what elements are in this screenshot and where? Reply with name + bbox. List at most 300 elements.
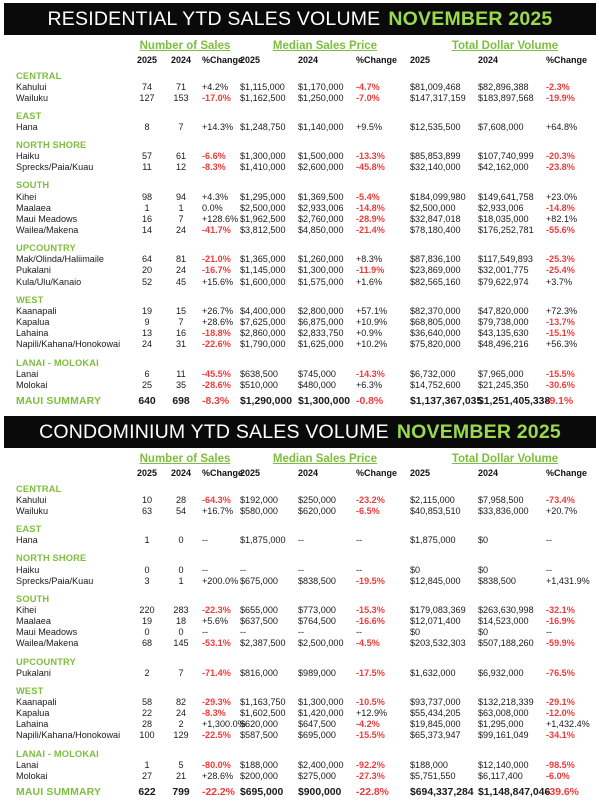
cell-sales-2025: 58 <box>141 696 153 707</box>
group-header-row <box>0 35 600 52</box>
row-label: Pukalani <box>16 265 51 276</box>
cell-volume-2025: $12,535,500 <box>410 121 461 132</box>
cell-sales-2024: 21 <box>175 770 187 781</box>
cell-sales-pct: -17.0% <box>202 92 231 103</box>
table-row <box>0 696 600 707</box>
cell-median-2024: $4,850,000 <box>298 225 344 236</box>
table-row <box>0 276 600 287</box>
cell-volume-2024: $0 <box>478 564 489 575</box>
group-header-median-sales-price: Median Sales Price <box>272 40 378 52</box>
cell-median-2025: $1,602,500 <box>240 708 286 719</box>
cell-volume-2024: $7,965,000 <box>478 368 524 379</box>
summary-volume-2024: $1,251,405,338 <box>478 396 551 408</box>
cell-sales-2025: 98 <box>141 191 153 202</box>
summary-sales-pct: -8.3% <box>202 396 230 408</box>
cell-sales-2024: 54 <box>175 506 187 517</box>
cell-sales-2025: 9 <box>144 317 150 328</box>
cell-sales-2025: 0 <box>144 627 150 638</box>
table-row <box>0 730 600 741</box>
cell-volume-pct: -73.4% <box>546 494 575 505</box>
cell-median-pct: -45.8% <box>356 162 385 173</box>
section-name: CENTRAL <box>16 70 62 81</box>
table-row <box>0 202 600 213</box>
cell-sales-2025: 22 <box>141 708 153 719</box>
table-row <box>0 707 600 718</box>
row-label: Maalaea <box>16 616 51 627</box>
cell-median-pct: -27.3% <box>356 770 385 781</box>
report-period: NOVEMBER 2025 <box>396 420 561 443</box>
table-row <box>0 121 600 132</box>
cell-sales-2025: 57 <box>141 151 153 162</box>
cell-median-pct: -4.5% <box>356 638 380 649</box>
cell-sales-2024: 28 <box>175 494 187 505</box>
cell-volume-2024: $0 <box>478 627 489 638</box>
cell-volume-2025: $68,805,000 <box>410 317 461 328</box>
section-header-row <box>0 521 600 535</box>
cell-sales-2024: 12 <box>175 162 187 173</box>
cell-median-2024: $1,500,000 <box>298 151 344 162</box>
column-header-median-2025: 2025 <box>240 467 261 478</box>
cell-median-2025: $510,000 <box>240 379 278 390</box>
cell-sales-pct: 0.0% <box>202 202 223 213</box>
cell-median-2024: -- <box>298 627 305 638</box>
cell-median-2025: -- <box>240 627 247 638</box>
cell-sales-2025: 64 <box>141 254 153 265</box>
section-header-row <box>0 745 600 759</box>
cell-median-2024: $1,420,000 <box>298 708 344 719</box>
report-block-1 <box>0 3 600 410</box>
column-header-volume-2025: 2025 <box>410 54 431 65</box>
cell-median-2025: $1,790,000 <box>240 339 286 350</box>
column-header-sales-pct: %Change <box>202 467 244 478</box>
cell-median-2024: $838,500 <box>298 575 336 586</box>
cell-median-pct: -15.5% <box>356 730 385 741</box>
cell-volume-2024: $149,641,758 <box>478 191 534 202</box>
cell-sales-pct: -53.1% <box>202 638 231 649</box>
cell-sales-pct: +26.7% <box>202 305 234 316</box>
table-row <box>0 328 600 339</box>
cell-median-2025: $188,000 <box>240 759 278 770</box>
cell-median-2024: $1,300,000 <box>298 265 344 276</box>
cell-median-2024: $6,875,000 <box>298 317 344 328</box>
cell-median-2024: $2,833,750 <box>298 328 344 339</box>
group-header-number-of-sales: Number of Sales <box>139 40 231 52</box>
cell-volume-pct: -76.5% <box>546 667 575 678</box>
cell-median-2024: $989,000 <box>298 667 336 678</box>
row-label: Hana <box>16 121 38 132</box>
cell-volume-2024: $82,896,388 <box>478 81 529 92</box>
column-header-volume-pct: %Change <box>546 54 588 65</box>
cell-sales-2025: 52 <box>141 276 153 287</box>
cell-volume-2025: $1,632,000 <box>410 667 456 678</box>
cell-volume-2024: $18,035,000 <box>478 213 529 224</box>
cell-sales-pct: -22.6% <box>202 339 231 350</box>
row-label: Kaanapali <box>16 696 57 707</box>
cell-median-pct: -10.5% <box>356 696 385 707</box>
summary-row <box>0 784 600 801</box>
cell-volume-2025: $2,500,000 <box>410 202 456 213</box>
cell-volume-2025: $12,845,000 <box>410 575 461 586</box>
row-label: Lahaina <box>16 719 49 730</box>
summary-median-2024: $900,000 <box>298 787 342 799</box>
table-row <box>0 638 600 649</box>
table-row <box>0 379 600 390</box>
cell-sales-pct: -29.3% <box>202 696 231 707</box>
cell-volume-pct: -15.5% <box>546 368 575 379</box>
summary-sales-2025: 622 <box>138 787 156 799</box>
column-header-median-pct: %Change <box>356 467 398 478</box>
cell-volume-pct: -23.8% <box>546 162 575 173</box>
summary-median-2025: $1,290,000 <box>240 396 293 408</box>
cell-sales-2025: 74 <box>141 81 153 92</box>
column-header-sales-2025: 2025 <box>136 467 158 478</box>
cell-sales-2024: 153 <box>173 92 189 103</box>
row-label: Maui Meadows <box>16 627 78 638</box>
table-row <box>0 616 600 627</box>
row-label: Kahului <box>16 81 47 92</box>
cell-volume-pct: -32.1% <box>546 604 575 615</box>
table-row <box>0 506 600 517</box>
cell-median-2025: -- <box>240 564 247 575</box>
row-label: Pukalani <box>16 667 51 678</box>
cell-volume-2025: $5,751,550 <box>410 770 456 781</box>
cell-volume-2025: $82,565,160 <box>410 276 461 287</box>
cell-volume-pct: -55.6% <box>546 225 575 236</box>
cell-median-2025: $638,500 <box>240 368 278 379</box>
cell-volume-pct: -- <box>546 535 553 546</box>
table-row <box>0 151 600 162</box>
cell-volume-2024: $14,523,000 <box>478 616 529 627</box>
table-row <box>0 564 600 575</box>
cell-volume-2025: $87,836,100 <box>410 254 461 265</box>
cell-volume-pct: +23.0% <box>546 191 578 202</box>
section-header-row <box>0 137 600 151</box>
cell-sales-2025: 3 <box>144 575 150 586</box>
column-header-median-2024: 2024 <box>298 467 319 478</box>
cell-median-pct: -6.5% <box>356 506 380 517</box>
cell-sales-2024: 0 <box>178 627 184 638</box>
cell-median-pct: -- <box>356 564 363 575</box>
cell-median-2024: $620,000 <box>298 506 336 517</box>
section-name: WEST <box>16 294 44 305</box>
cell-median-2025: $655,000 <box>240 604 278 615</box>
cell-sales-2025: 1 <box>144 535 150 546</box>
report-block-2 <box>0 416 600 801</box>
cell-volume-2025: $32,847,018 <box>410 213 461 224</box>
cell-median-2024: $2,760,000 <box>298 213 344 224</box>
cell-volume-2025: $0 <box>410 564 421 575</box>
column-header-volume-2024: 2024 <box>478 467 499 478</box>
cell-sales-pct: +4.2% <box>202 81 229 92</box>
cell-sales-2025: 220 <box>139 604 155 615</box>
report-page <box>0 3 600 799</box>
cell-sales-2024: 81 <box>175 254 187 265</box>
cell-median-2025: $2,500,000 <box>240 202 286 213</box>
cell-volume-2024: $117,549,893 <box>478 254 533 265</box>
cell-median-2025: $1,410,000 <box>240 162 286 173</box>
cell-sales-2025: 100 <box>139 730 155 741</box>
cell-median-2024: $480,000 <box>298 379 336 390</box>
column-header-sales-2025: 2025 <box>136 54 158 65</box>
cell-sales-2025: 68 <box>141 638 153 649</box>
cell-volume-2024: $63,008,000 <box>478 708 529 719</box>
section-header-row <box>0 177 600 191</box>
cell-sales-2025: 13 <box>141 328 153 339</box>
cell-volume-pct: -- <box>546 627 553 638</box>
section-header-row <box>0 480 600 494</box>
cell-median-pct: +6.3% <box>356 379 383 390</box>
cell-volume-2025: $85,853,899 <box>410 151 461 162</box>
cell-volume-2024: $21,245,350 <box>478 379 529 390</box>
column-header-volume-2024: 2024 <box>478 54 499 65</box>
cell-volume-pct: -25.3% <box>546 254 575 265</box>
cell-volume-2024: $838,500 <box>478 575 516 586</box>
cell-sales-pct: +15.6% <box>202 276 234 287</box>
row-label: Kihei <box>16 604 37 615</box>
cell-sales-pct: -45.5% <box>202 368 231 379</box>
cell-volume-pct: -15.1% <box>546 328 575 339</box>
cell-median-2024: $745,000 <box>298 368 336 379</box>
table-row <box>0 316 600 327</box>
cell-sales-pct: -8.3% <box>202 162 226 173</box>
section-name: NORTH SHORE <box>16 140 87 151</box>
cell-sales-2024: 1 <box>178 202 184 213</box>
cell-median-2024: $1,369,500 <box>298 191 344 202</box>
cell-sales-2025: 1 <box>144 759 150 770</box>
cell-median-pct: -11.9% <box>356 265 385 276</box>
cell-median-2025: $1,248,750 <box>240 121 286 132</box>
cell-volume-2025: $12,071,400 <box>410 616 461 627</box>
summary-sales-2024: 698 <box>172 396 190 408</box>
cell-sales-2024: 24 <box>175 265 187 276</box>
cell-volume-2025: $184,099,980 <box>410 191 466 202</box>
cell-median-2024: $1,140,000 <box>298 121 344 132</box>
cell-sales-pct: -71.4% <box>202 667 231 678</box>
section-name: SOUTH <box>16 593 50 604</box>
cell-volume-2024: $42,162,000 <box>478 162 529 173</box>
cell-sales-pct: -8.3% <box>202 708 226 719</box>
cell-volume-2024: $47,820,000 <box>478 305 529 316</box>
cell-sales-2025: 14 <box>141 225 153 236</box>
cell-volume-2024: $0 <box>478 535 489 546</box>
cell-volume-2025: $78,180,400 <box>410 225 461 236</box>
summary-volume-2025: $1,137,367,035 <box>410 396 483 408</box>
cell-median-pct: +8.3% <box>356 254 383 265</box>
cell-volume-2024: $1,295,000 <box>478 719 524 730</box>
cell-volume-2025: $55,434,205 <box>410 708 461 719</box>
cell-volume-pct: -20.3% <box>546 151 575 162</box>
cell-sales-2025: 19 <box>141 305 153 316</box>
row-label: Kihei <box>16 191 37 202</box>
cell-sales-2024: 16 <box>175 328 187 339</box>
cell-median-pct: +9.5% <box>356 121 383 132</box>
section-name: UPCOUNTRY <box>16 656 76 667</box>
table-row <box>0 191 600 202</box>
table-row <box>0 719 600 730</box>
cell-sales-pct: -64.3% <box>202 494 231 505</box>
cell-volume-2025: $75,820,000 <box>410 339 461 350</box>
summary-volume-pct: -39.6% <box>546 787 579 799</box>
section-name: EAST <box>16 524 42 535</box>
cell-volume-2025: $32,140,000 <box>410 162 461 173</box>
section-name: WEST <box>16 685 44 696</box>
cell-volume-2025: $203,532,303 <box>410 638 466 649</box>
cell-volume-2024: $107,740,999 <box>478 151 534 162</box>
group-header-row <box>0 448 600 465</box>
cell-median-pct: -15.3% <box>356 604 385 615</box>
row-label: Wailuku <box>16 506 49 517</box>
row-label: Maalaea <box>16 202 51 213</box>
cell-median-pct: -7.0% <box>356 92 380 103</box>
table-row <box>0 213 600 224</box>
cell-median-2025: $580,000 <box>240 506 278 517</box>
cell-median-2024: $2,600,000 <box>298 162 344 173</box>
group-header-number-of-sales: Number of Sales <box>139 453 231 466</box>
section-name: SOUTH <box>16 180 50 191</box>
cell-volume-pct: -25.4% <box>546 265 575 276</box>
cell-sales-2024: 1 <box>178 575 184 586</box>
cell-median-pct: -- <box>356 535 363 546</box>
cell-sales-pct: -80.0% <box>202 759 231 770</box>
cell-median-2025: $1,163,750 <box>240 696 286 707</box>
cell-sales-2024: 7 <box>178 667 184 678</box>
cell-median-2024: $1,575,000 <box>298 276 344 287</box>
cell-sales-2024: 0 <box>178 535 184 546</box>
cell-volume-pct: +82.1% <box>546 213 578 224</box>
summary-median-pct: -0.8% <box>356 396 384 408</box>
table-row <box>0 254 600 265</box>
cell-median-pct: -14.8% <box>356 202 385 213</box>
table-row <box>0 770 600 781</box>
cell-median-pct: -23.2% <box>356 494 385 505</box>
row-label: Kaanapali <box>16 305 57 316</box>
cell-sales-2025: 0 <box>144 564 150 575</box>
cell-volume-pct: +56.3% <box>546 339 578 350</box>
cell-median-2025: $675,000 <box>240 575 278 586</box>
cell-median-2025: $1,600,000 <box>240 276 286 287</box>
cell-sales-pct: +128.6% <box>202 213 239 224</box>
cell-median-2025: $620,000 <box>240 719 278 730</box>
cell-sales-2024: 283 <box>173 604 189 615</box>
cell-volume-2024: $7,608,000 <box>478 121 524 132</box>
cell-volume-2025: $179,083,369 <box>410 604 466 615</box>
cell-sales-pct: -21.0% <box>202 254 231 265</box>
cell-volume-2025: $36,640,000 <box>410 328 461 339</box>
cell-median-pct: +0.9% <box>356 328 383 339</box>
cell-median-2024: $2,500,000 <box>298 638 344 649</box>
cell-sales-2024: 7 <box>178 213 184 224</box>
row-label: Sprecks/Paia/Kuau <box>16 162 94 173</box>
cell-volume-2025: $2,115,000 <box>410 494 455 505</box>
cell-median-2024: $2,800,000 <box>298 305 344 316</box>
section-header-row <box>0 67 600 81</box>
cell-median-2025: $1,145,000 <box>240 265 286 276</box>
cell-volume-pct: +1,432.4% <box>546 719 590 730</box>
row-label: Molokai <box>16 770 48 781</box>
section-header-row <box>0 550 600 564</box>
cell-volume-2025: $1,875,000 <box>410 535 456 546</box>
title-band <box>4 3 596 35</box>
cell-volume-2025: $147,317,159 <box>410 92 466 103</box>
cell-median-2024: $250,000 <box>298 494 336 505</box>
table-row <box>0 339 600 350</box>
table-row <box>0 81 600 92</box>
section-header-row <box>0 682 600 696</box>
cell-volume-2024: $132,218,339 <box>478 696 534 707</box>
title-band <box>4 416 596 448</box>
group-header-median-sales-price: Median Sales Price <box>272 453 378 466</box>
summary-median-2025: $695,000 <box>240 787 284 799</box>
cell-volume-pct: -98.5% <box>546 759 575 770</box>
cell-sales-2024: 18 <box>175 616 187 627</box>
cell-volume-2024: $6,117,400 <box>478 770 523 781</box>
cell-sales-pct: -18.8% <box>202 328 231 339</box>
cell-median-pct: -4.7% <box>356 81 380 92</box>
cell-median-pct: +1.6% <box>356 276 383 287</box>
cell-sales-pct: +16.7% <box>202 506 234 517</box>
cell-sales-pct: -6.6% <box>202 151 226 162</box>
cell-sales-2025: 27 <box>141 770 153 781</box>
cell-median-2024: $1,170,000 <box>298 81 344 92</box>
cell-volume-2024: $33,836,000 <box>478 506 529 517</box>
cell-sales-2025: 2 <box>144 667 150 678</box>
row-label: Napili/Kahana/Honokowai <box>16 339 121 350</box>
cell-median-2025: $637,500 <box>240 616 278 627</box>
cell-median-pct: +10.2% <box>356 339 388 350</box>
cell-volume-2024: $48,496,216 <box>478 339 529 350</box>
section-header-row <box>0 240 600 254</box>
cell-volume-2024: $79,622,974 <box>478 276 529 287</box>
cell-median-2025: $1,115,000 <box>240 81 285 92</box>
cell-volume-2025: $6,732,000 <box>410 368 456 379</box>
cell-sales-2025: 24 <box>141 339 153 350</box>
table-row <box>0 265 600 276</box>
cell-volume-pct: -34.1% <box>546 730 575 741</box>
row-label: Wailea/Makena <box>16 225 79 236</box>
cell-volume-pct: -2.3% <box>546 81 570 92</box>
row-label: Napili/Kahana/Honokowai <box>16 730 121 741</box>
row-label: Haiku <box>16 564 40 575</box>
column-header-volume-pct: %Change <box>546 467 588 478</box>
cell-volume-2024: $43,135,630 <box>478 328 529 339</box>
row-label: Kapalua <box>16 317 50 328</box>
cell-volume-pct: +1,431.9% <box>546 575 590 586</box>
cell-median-pct: -28.9% <box>356 213 385 224</box>
summary-median-pct: -22.8% <box>356 787 389 799</box>
cell-median-2025: $1,300,000 <box>240 151 286 162</box>
cell-median-2024: $764,500 <box>298 616 336 627</box>
cell-sales-2025: 28 <box>141 719 153 730</box>
cell-volume-pct: -14.8% <box>546 202 575 213</box>
cell-median-2025: $816,000 <box>240 667 278 678</box>
cell-sales-2024: 45 <box>175 276 187 287</box>
cell-volume-2024: $32,001,775 <box>478 265 529 276</box>
cell-volume-2025: $81,009,468 <box>410 81 461 92</box>
cell-median-2024: $1,625,000 <box>298 339 344 350</box>
table-row <box>0 305 600 316</box>
table-row <box>0 225 600 236</box>
section-name: NORTH SHORE <box>16 553 87 564</box>
cell-volume-pct: -30.6% <box>546 379 575 390</box>
cell-volume-pct: +64.8% <box>546 121 578 132</box>
summary-volume-2024: $1,148,847,046 <box>478 787 551 799</box>
cell-median-2025: $1,962,500 <box>240 213 286 224</box>
row-label: Lanai <box>16 368 39 379</box>
summary-label: MAUI SUMMARY <box>16 787 102 799</box>
group-header-total-dollar-volume: Total Dollar Volume <box>451 453 559 466</box>
cell-volume-2025: $188,000 <box>410 759 448 770</box>
cell-median-2024: -- <box>298 564 305 575</box>
